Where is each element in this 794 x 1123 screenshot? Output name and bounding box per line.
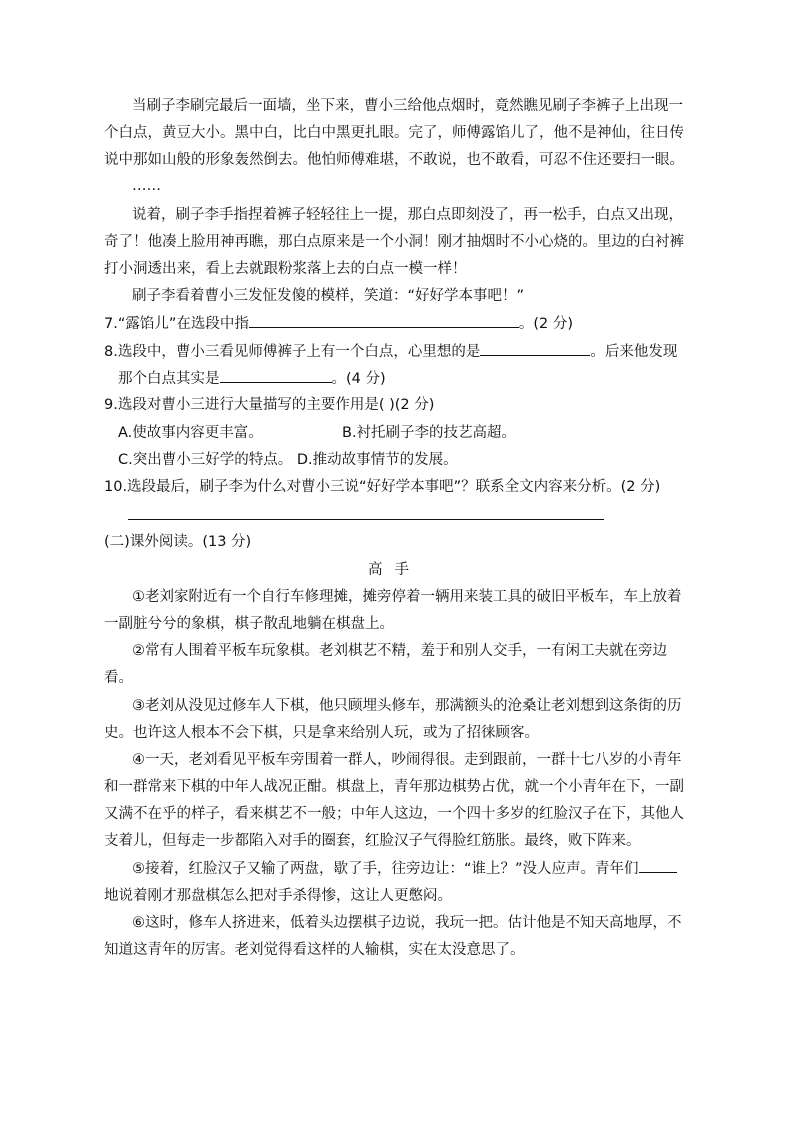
question-8 (104, 341, 677, 362)
question-10: 10.选段最后，刷子李为什么对曹小三说“好好学本事吧”？联系全文内容来分析。(2 分) (104, 479, 661, 495)
question-7-text: 7.“露馅儿”在选段中指 (104, 316, 249, 332)
answer-blank-q8a[interactable] (480, 341, 590, 356)
answer-blank-q8b[interactable] (220, 368, 332, 383)
passage1-line: 当刷子李刷完最后一面墙，坐下来，曹小三给他点烟时，竟然瞧见刷子李裤子上出现一 (132, 98, 683, 114)
option-a[interactable]: A.使故事内容更丰富。 (118, 425, 263, 441)
question-8-text-cont: 。后来他发现 (590, 344, 678, 360)
passage2-line: ①老刘家附近有一个自行车修理摊，摊旁停着一辆用来装工具的破旧平板车，车上放着 (132, 589, 682, 605)
answer-blank-p5[interactable] (639, 858, 677, 873)
passage2-line: 看。 (104, 670, 133, 686)
passage2-line: 史。也许这人根本不会下棋，只是拿来给别人玩，或为了招徕顾客。 (104, 725, 539, 741)
question-8-score: 。(4 分) (331, 371, 386, 387)
question-8-line2 (118, 368, 386, 389)
passage2-line: ⑥这时，修车人挤进来，低着头边摆棋子边说，我玩一把。估计他是不知天高地厚，不 (132, 915, 682, 931)
answer-line-q10[interactable] (128, 519, 604, 520)
passage2-line: 和一群常来下棋的中年人战况正酣。棋盘上，青年那边棋势占优，就一个小青年在下，一副 (104, 779, 684, 795)
section-heading: (二)课外阅读。(13 分) (104, 534, 252, 550)
passage2-line: ③老刘从没见过修车人下棋，他只顾埋头修车，那满额头的沧桑让老刘想到这条街的历 (132, 698, 682, 714)
passage2-line: 又满不在乎的样子，看来棋艺不一般；中年人这边，一个四十多岁的红脸汉子在下，其他人 (104, 806, 684, 822)
passage2-line: 地说着刚才那盘棋怎么把对手杀得惨，这让人更憋闷。 (104, 888, 452, 904)
options-c-d[interactable]: C.突出曹小三好学的特点。 D.推动故事情节的发展。 (118, 452, 458, 468)
passage2-line: ②常有人围着平板车玩象棋。老刘棋艺不精，羞于和别人交手，一有闲工夫就在旁边 (132, 643, 667, 659)
option-b[interactable]: B.衬托刷子李的技艺高超。 (342, 425, 517, 441)
answer-blank-q7[interactable] (249, 313, 519, 328)
passage2-text: ⑤接着，红脸汉子又输了两盘，歇了手，往旁边让：“谁上？”没人应声。青年们 (132, 861, 639, 877)
question-8-text: 8.选段中，曹小三看见师傅裤子上有一个白点，心里想的是 (104, 344, 481, 360)
ellipsis: …… (132, 178, 161, 194)
question-8-text2: 那个白点其实是 (118, 371, 220, 387)
passage1-line: 刷子李看着曹小三发怔发傻的模样，笑道：“好好学本事吧！” (132, 288, 525, 304)
passage2-line: 一副脏兮兮的象棋，棋子散乱地躺在棋盘上。 (104, 616, 394, 632)
passage1-line: 说中那如山般的形象轰然倒去。他怕师傅难堪，不敢说，也不敢看，可忍不住还要扫一眼。 (104, 152, 684, 168)
passage2-line: 支着儿，但每走一步都陷入对手的圈套，红脸汉子气得脸红筋胀。最终，败下阵来。 (104, 833, 641, 849)
question-7-score: 。(2 分) (518, 316, 574, 332)
passage1-line: 说着，刷子李手指捏着裤子轻轻往上一提，那白点即刻没了，再一松手，白点又出现， (132, 207, 683, 223)
passage2-line: 知道这青年的厉害。老刘觉得看这样的人输棋，实在太没意思了。 (104, 942, 525, 958)
passage1-line: 个白点，黄豆大小。黑中白，比白中黑更扎眼。完了，师傅露馅儿了，他不是神仙，往日传 (104, 125, 684, 141)
question-9: 9.选段对曹小三进行大量描写的主要作用是( )(2 分) (104, 397, 435, 413)
passage1-line: 打小洞透出来，看上去就跟粉浆落上去的白点一模一样！ (104, 261, 467, 277)
passage1-line: 奇了！他凑上脸用神再瞧，那白点原来是一个小洞！刚才抽烟时不小心烧的。里边的白衬裤 (104, 234, 684, 250)
passage2-line: ④一天，老刘看见平板车旁围着一群人，吵闹得很。走到跟前，一群十七八岁的小青年 (132, 752, 682, 768)
passage2-line (132, 858, 677, 879)
article-title: 高手 (368, 562, 421, 578)
question-7 (104, 313, 573, 334)
